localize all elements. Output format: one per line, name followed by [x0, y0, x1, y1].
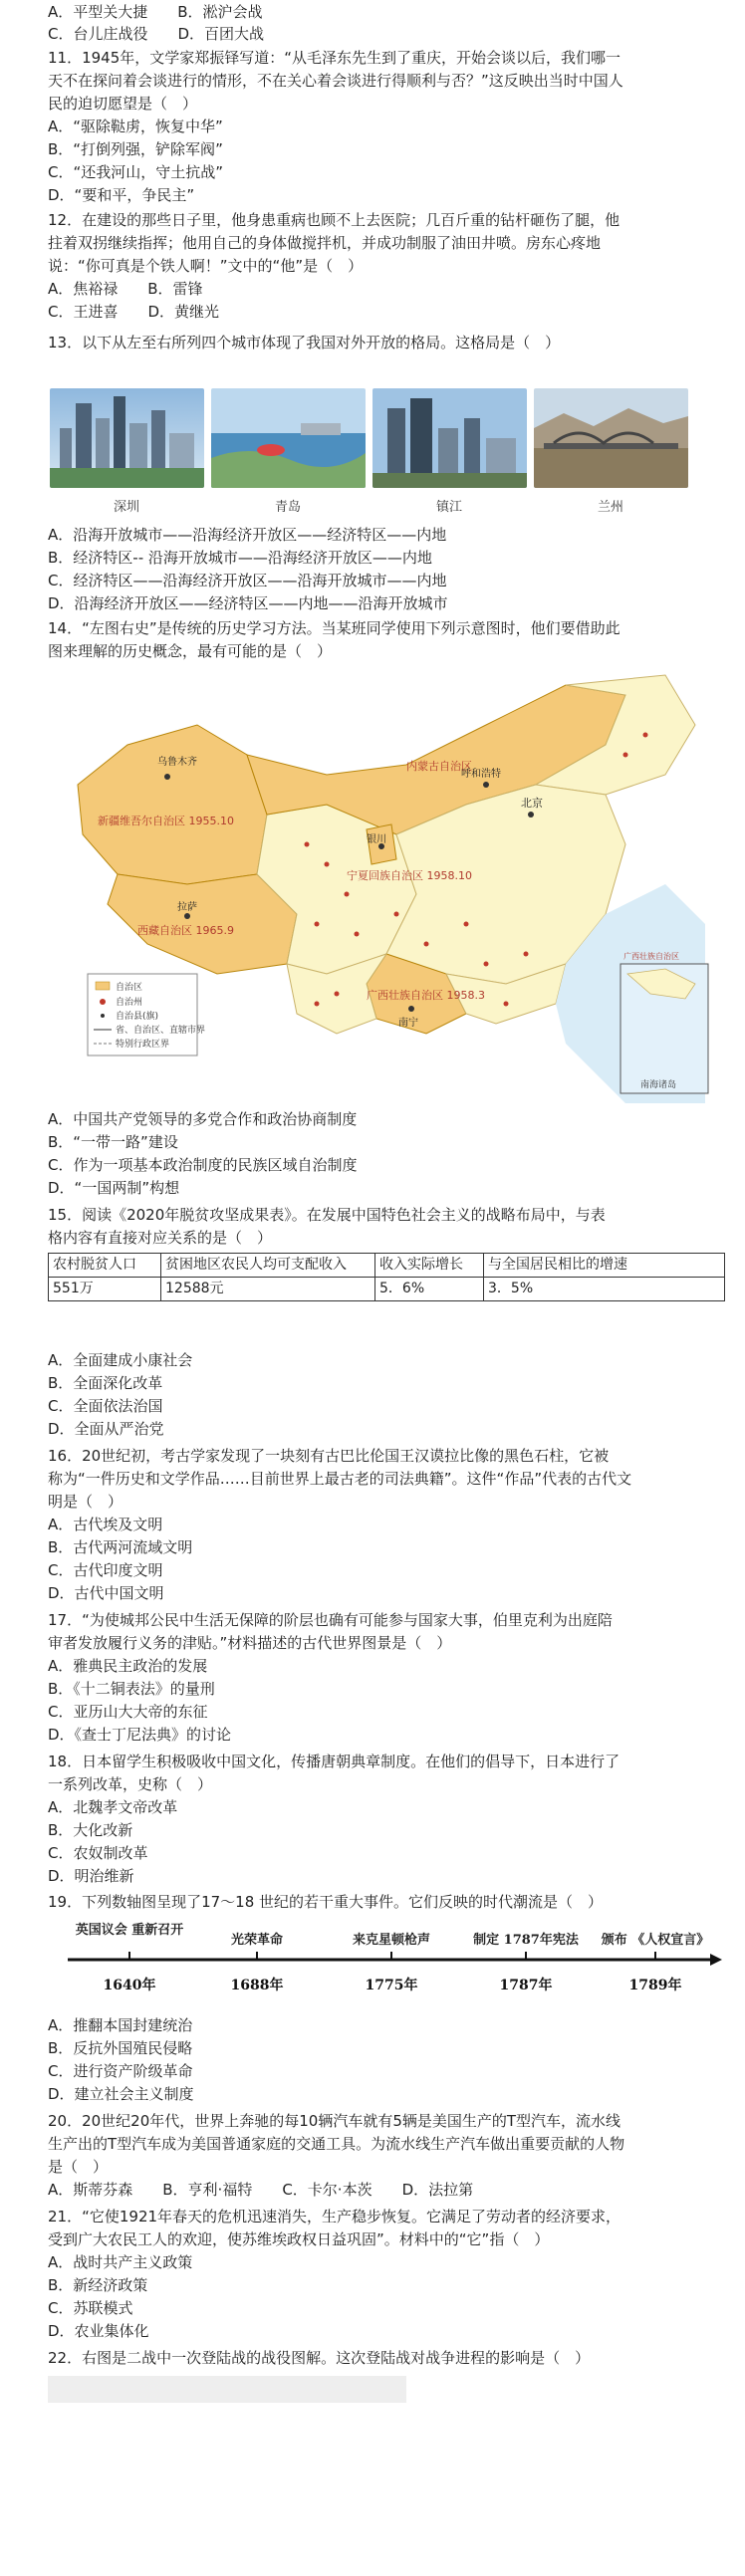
- q20-stem-2: 生产出的T型汽车成为美国普通家庭的交通工具。为流水线生产汽车做出重要贡献的人物: [48, 2135, 625, 2153]
- q19-option-a: A．推翻本国封建统治: [48, 2016, 193, 2034]
- q19-option-b: B．反抗外国殖民侵略: [48, 2039, 193, 2057]
- legend-autonomous-region: 自治区: [116, 983, 143, 993]
- q10-options-ab: A．平型关大捷 B．淞沪会战: [48, 3, 263, 21]
- city-yinchuan: 银川: [367, 834, 386, 845]
- inset-label: 南海诸岛: [640, 1080, 677, 1090]
- event-label: [76, 1922, 184, 1938]
- table-header-cell: 贫困地区农民人均可支配收入: [161, 1254, 375, 1278]
- q18-option-a: A．北魏孝文帝改革: [48, 1798, 178, 1816]
- q21-option-a: A．战时共产主义政策: [48, 2253, 193, 2271]
- table-header-cell: 收入实际增长: [375, 1254, 484, 1278]
- photo-shenzhen: [50, 388, 204, 488]
- q15-option-d: D．全面从严治党: [48, 1420, 164, 1438]
- label-neimenggu: 内蒙古自治区: [406, 760, 472, 773]
- q22-stem: 22．右图是二战中一次登陆战的战役图解。这次登陆战对战争进程的影响是（ ）: [48, 2349, 591, 2367]
- q12-stem-1: 12．在建设的那些日子里，他身患重病也顾不上去医院；几百斤重的钻杆砸伤了腿，他: [48, 211, 621, 229]
- q13-option-c: C．经济特区——沿海经济开放区——沿海开放城市——内地: [48, 572, 447, 589]
- q20-stem-3: 是（ ）: [48, 2158, 109, 2176]
- year-label: 1787年: [499, 1978, 553, 1993]
- q16-stem-3: 明是（ ）: [48, 1493, 124, 1511]
- event-label: 制定 1787年宪法: [473, 1933, 579, 1948]
- q11-option-c: C．“还我河山，守土抗战”: [48, 163, 224, 181]
- table-header-row: [49, 1254, 725, 1278]
- q16-option-b: B．古代两河流域文明: [48, 1538, 193, 1556]
- q19-stem: 19．下列数轴图呈现了17～18 世纪的若干重大事件。它们反映的时代潮流是（ ）: [48, 1893, 604, 1911]
- label-xizang: 西藏自治区 1965.9: [137, 924, 234, 937]
- q14-option-c: C．作为一项基本政治制度的民族区域自治制度: [48, 1156, 358, 1174]
- event-label-line: 英国议会 重新召开: [75, 1923, 184, 1938]
- year-label: 1640年: [103, 1978, 156, 1993]
- table-header-cell: 农村脱贫人口: [49, 1254, 161, 1278]
- q12-stem-3: 说：“你可真是个铁人啊！”文中的“他”是（ ）: [48, 257, 364, 275]
- q17-option-b: B．《十二铜表法》的量刑: [48, 1680, 215, 1698]
- q16-stem-1: 16．20世纪初，考古学家发现了一块刻有古巴比伦国王汉谟拉比像的黑色石柱，它被: [48, 1447, 610, 1465]
- table-cell: 5．6%: [375, 1278, 484, 1301]
- q16-option-d: D．古代中国文明: [48, 1584, 164, 1602]
- caption-zhenjiang: 镇江: [435, 500, 462, 515]
- table-header-cell: 与全国居民相比的增速: [484, 1254, 725, 1278]
- timeline-arrow: [710, 1954, 722, 1966]
- q21-option-b: B．新经济政策: [48, 2276, 148, 2294]
- caption-shenzhen: 深圳: [113, 500, 139, 515]
- year-label: 1775年: [365, 1978, 418, 1993]
- city-nanning: 南宁: [398, 1018, 418, 1029]
- photo-lanzhou: [534, 388, 688, 488]
- city-lhasa: 拉萨: [177, 902, 197, 913]
- q15-option-c: C．全面依法治国: [48, 1397, 163, 1415]
- table-cell: 3．5%: [484, 1278, 725, 1301]
- q14-stem-1: 14．“左图右史”是传统的历史学习方法。当某班同学使用下列示意图时，他们要借助此: [48, 619, 621, 637]
- south-china-sea-inset: [621, 951, 708, 1093]
- q15-option-a: A．全面建成小康社会: [48, 1351, 193, 1369]
- city-hohhot: 呼和浩特: [461, 769, 501, 780]
- q18-option-b: B．大化改新: [48, 1821, 133, 1839]
- q19-option-c: C．进行资产阶级革命: [48, 2062, 193, 2080]
- image-placeholder: [48, 2376, 406, 2403]
- q15-stem-2: 格内容有直接对应关系的是（ ）: [48, 1229, 273, 1247]
- q11-option-b: B．“打倒列强，铲除军阀”: [48, 140, 223, 158]
- city-urumqi: 乌鲁木齐: [157, 757, 197, 768]
- event-label: 来克星顿枪声: [352, 1933, 431, 1948]
- q19-option-d: D．建立社会主义制度: [48, 2085, 194, 2103]
- q20-options: A．斯蒂芬森 B．亨利·福特 C．卡尔·本茨 D．法拉第: [48, 2181, 474, 2199]
- event-label: 颁布 《人权宣言》: [601, 1933, 710, 1948]
- legend-sar-border: 特别行政区界: [116, 1040, 170, 1050]
- q11-option-d: D．“要和平，争民主”: [48, 186, 195, 204]
- q17-option-a: A．雅典民主政治的发展: [48, 1657, 208, 1675]
- q18-option-c: C．农奴制改革: [48, 1844, 148, 1862]
- q13-option-d: D．沿海经济开放区——经济特区——内地——沿海开放城市: [48, 594, 448, 612]
- q17-stem-1: 17．“为使城邦公民中生活无保障的阶层也确有可能参与国家大事，伯里克利为出庭陪: [48, 1611, 613, 1629]
- label-guangxi: 广西壮族自治区 1958.3: [367, 989, 485, 1002]
- legend-province-border: 省、自治区、直辖市界: [116, 1026, 206, 1036]
- q12-options-ab: A．焦裕禄 B．雷锋: [48, 280, 203, 298]
- timeline-17-18c: [58, 1918, 725, 2005]
- year-label: 1688年: [230, 1978, 284, 1993]
- q13-stem: 13．以下从左至右所列四个城市体现了我国对外开放的格局。这格局是（ ）: [48, 334, 561, 351]
- inset-title: 广西壮族自治区: [623, 952, 679, 961]
- table-cell: 551万: [49, 1278, 161, 1301]
- caption-qingdao: 青岛: [274, 500, 301, 515]
- q14-option-b: B．“一带一路”建设: [48, 1133, 178, 1151]
- q10-options-cd: C．台儿庄战役 D．百团大战: [48, 25, 265, 43]
- q16-option-a: A．古代埃及文明: [48, 1516, 163, 1533]
- ethnic-autonomy-map: [68, 665, 713, 1103]
- photo-qingdao: [211, 388, 366, 488]
- q18-stem-2: 一系列改革，史称（ ）: [48, 1775, 213, 1793]
- q21-stem-2: 受到广大农民工人的欢迎，使苏维埃政权日益巩固”。材料中的“它”指（ ）: [48, 2230, 550, 2248]
- q15-option-b: B．全面深化改革: [48, 1374, 163, 1392]
- q14-option-a: A．中国共产党领导的多党合作和政治协商制度: [48, 1110, 358, 1128]
- q13-option-a: A．沿海开放城市——沿海经济开放区——经济特区——内地: [48, 526, 447, 544]
- q21-option-c: C．苏联模式: [48, 2299, 133, 2317]
- q17-option-c: C．亚历山大大帝的东征: [48, 1703, 208, 1721]
- table-row: [49, 1278, 725, 1301]
- legend-autonomous-prefecture: 自治州: [116, 998, 143, 1008]
- q18-stem-1: 18．日本留学生积极吸收中国文化，传播唐朝典章制度。在他们的倡导下，日本进行了: [48, 1753, 621, 1770]
- q21-stem-1: 21．“它使1921年春天的危机迅速消失，生产稳步恢复。它满足了劳动者的经济要求，: [48, 2208, 621, 2225]
- caption-lanzhou: 兰州: [597, 500, 623, 515]
- city-beijing: 北京: [521, 797, 543, 810]
- label-ningxia: 宁夏回族自治区 1958.10: [347, 869, 472, 882]
- q11-stem-3: 民的迫切愿望是（ ）: [48, 95, 198, 113]
- legend-autonomous-county: 自治县(旗): [116, 1012, 159, 1022]
- q17-option-d: D．《查士丁尼法典》的讨论: [48, 1726, 232, 1744]
- q12-options-cd: C．王进喜 D．黄继光: [48, 303, 220, 321]
- year-label: 1789年: [628, 1978, 682, 1993]
- q11-stem-2: 天不在探问着会谈进行的情形，不在关心着会谈进行得顺利与否？”这反映出当时中国人: [48, 72, 623, 90]
- poverty-results-table: [48, 1253, 725, 1301]
- photo-zhenjiang: [372, 388, 527, 488]
- q21-option-d: D．农业集体化: [48, 2322, 149, 2340]
- q14-stem-2: 图来理解的历史概念，最有可能的是（ ）: [48, 642, 333, 660]
- q14-option-d: D．“一国两制”构想: [48, 1179, 180, 1197]
- map-legend: [88, 974, 205, 1055]
- q12-stem-2: 拄着双拐继续指挥；他用自己的身体做搅拌机，并成功制服了油田井喷。房东心疼地: [48, 234, 602, 252]
- q15-stem-1: 15．阅读《2020年脱贫攻坚成果表》。在发展中国特色社会主义的战略布局中，与表: [48, 1206, 606, 1224]
- q16-option-c: C．古代印度文明: [48, 1561, 163, 1579]
- label-xinjiang: 新疆维吾尔自治区 1955.10: [98, 815, 234, 827]
- q16-stem-2: 称为“一件历史和文学作品……目前世界上最古老的司法典籍”。这件“作品”代表的古代文: [48, 1470, 632, 1488]
- q11-stem-1: 11．1945年，文学家郑振铎写道：“从毛泽东先生到了重庆，开始会谈以后，我们哪一: [48, 49, 621, 67]
- table-cell: 12588元: [161, 1278, 375, 1301]
- q17-stem-2: 审者发放履行义务的津贴。”材料描述的古代世界图景是（ ）: [48, 1634, 452, 1652]
- event-label: 光荣革命: [230, 1933, 284, 1948]
- q18-option-d: D．明治维新: [48, 1867, 134, 1885]
- q13-option-b: B．经济特区-- 沿海开放城市——沿海经济开放区——内地: [48, 549, 432, 567]
- q20-stem-1: 20．20世纪20年代，世界上奔驰的每10辆汽车就有5辆是美国生产的T型汽车，流水线: [48, 2112, 621, 2130]
- q11-option-a: A．“驱除鞑虏，恢复中华”: [48, 117, 223, 135]
